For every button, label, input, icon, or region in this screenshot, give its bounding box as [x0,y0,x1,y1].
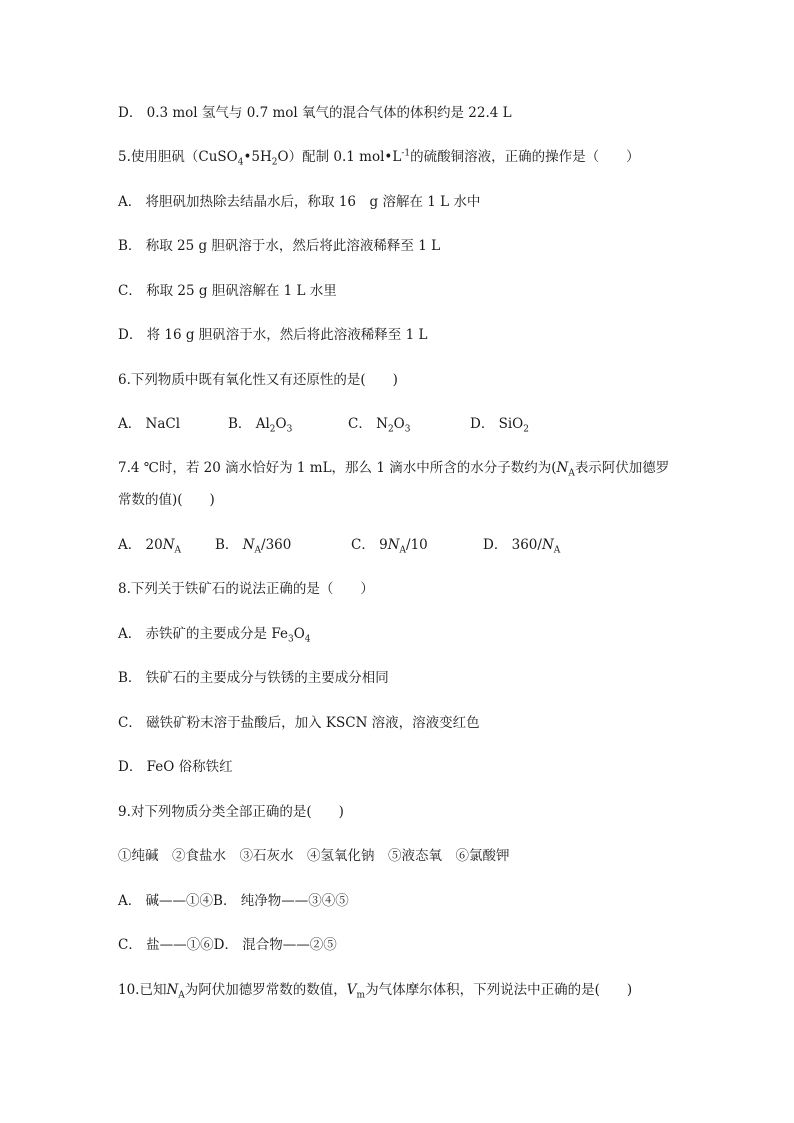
q9-items: ①纯碱 ②食盐水 ③石灰水 ④氢氧化钠 ⑤液态氧 ⑥氯酸钾 [118,848,510,864]
q9-options-ab: A． 碱——①④B． 纯净物——③④⑤ [118,893,349,909]
q6-option-b: B． $Al_2O_3$ [228,416,293,435]
question-10: 10.已知$N_A$为阿伏加德罗常数的数值，$V_m$为气体摩尔体积，下列说法中正确的是( ) [118,982,633,1001]
q9-options-cd: C． 盐——①⑥D． 混合物——②⑤ [118,937,337,953]
question-6: 6.下列物质中既有氧化性又有还原性的是( ) [118,372,398,388]
question-7-line-1: 7.4 ℃时，若 20 滴水恰好为 1 mL，那么 1 滴水中所含的水分子数约为($N_A$表示阿伏加德罗 [118,460,670,479]
q4-option-d: D． 0.3 mol 氢气与 0.7 mol 氧气的混合气体的体积约是 22.4 L [118,105,512,121]
q8-option-a: A． 赤铁矿的主要成分是 $Fe_3O_4$ [118,626,311,645]
q7-options [118,536,754,554]
q8-option-c: C． 磁铁矿粉末溶于盐酸后，加入 KSCN 溶液，溶液变红色 [118,715,480,731]
question-5: 5.使用胆矾$(CuSO_4•5H_2O)$配制 0.1 $mol•L^{-1}$的硫酸铜溶液，正确的操作是（ ） [118,148,640,168]
q5-option-d: D． 将 16 g 胆矾溶于水，然后将此溶液稀释至 1 L [118,327,428,343]
q8-option-b: B． 铁矿石的主要成分与铁锈的主要成分相同 [118,670,389,686]
q6-option-c: C． $N_2O_3$ [348,416,411,435]
q7-option-b: B． $N_A/360$ [215,537,292,556]
question-7-line-2: 常数的值)( ) [118,492,215,508]
question-9: 9.对下列物质分类全部正确的是( ) [118,804,344,820]
q7-option-c: C． $9N_A/10$ [351,537,428,556]
q5-option-c: C． 称取 25 g 胆矾溶解在 1 L 水里 [118,283,337,299]
q7-option-d: D． $360/N_A$ [483,537,561,556]
q6-option-a: A． NaCl [118,416,181,432]
q6-option-d: D． SiO$_2$ [470,416,529,435]
question-8: 8.下列关于铁矿石的说法正确的是（ ） [118,581,374,597]
q8-option-d: D． FeO 俗称铁红 [118,759,233,775]
q5-option-b: B． 称取 25 g 胆矾溶于水，然后将此溶液稀释至 1 L [118,238,441,254]
q6-options [118,415,754,433]
q5-option-a: A． 将胆矾加热除去结晶水后，称取 16 g 溶解在 1 L 水中 [118,194,481,210]
q7-option-a: A． $20N_A$ [118,537,182,556]
